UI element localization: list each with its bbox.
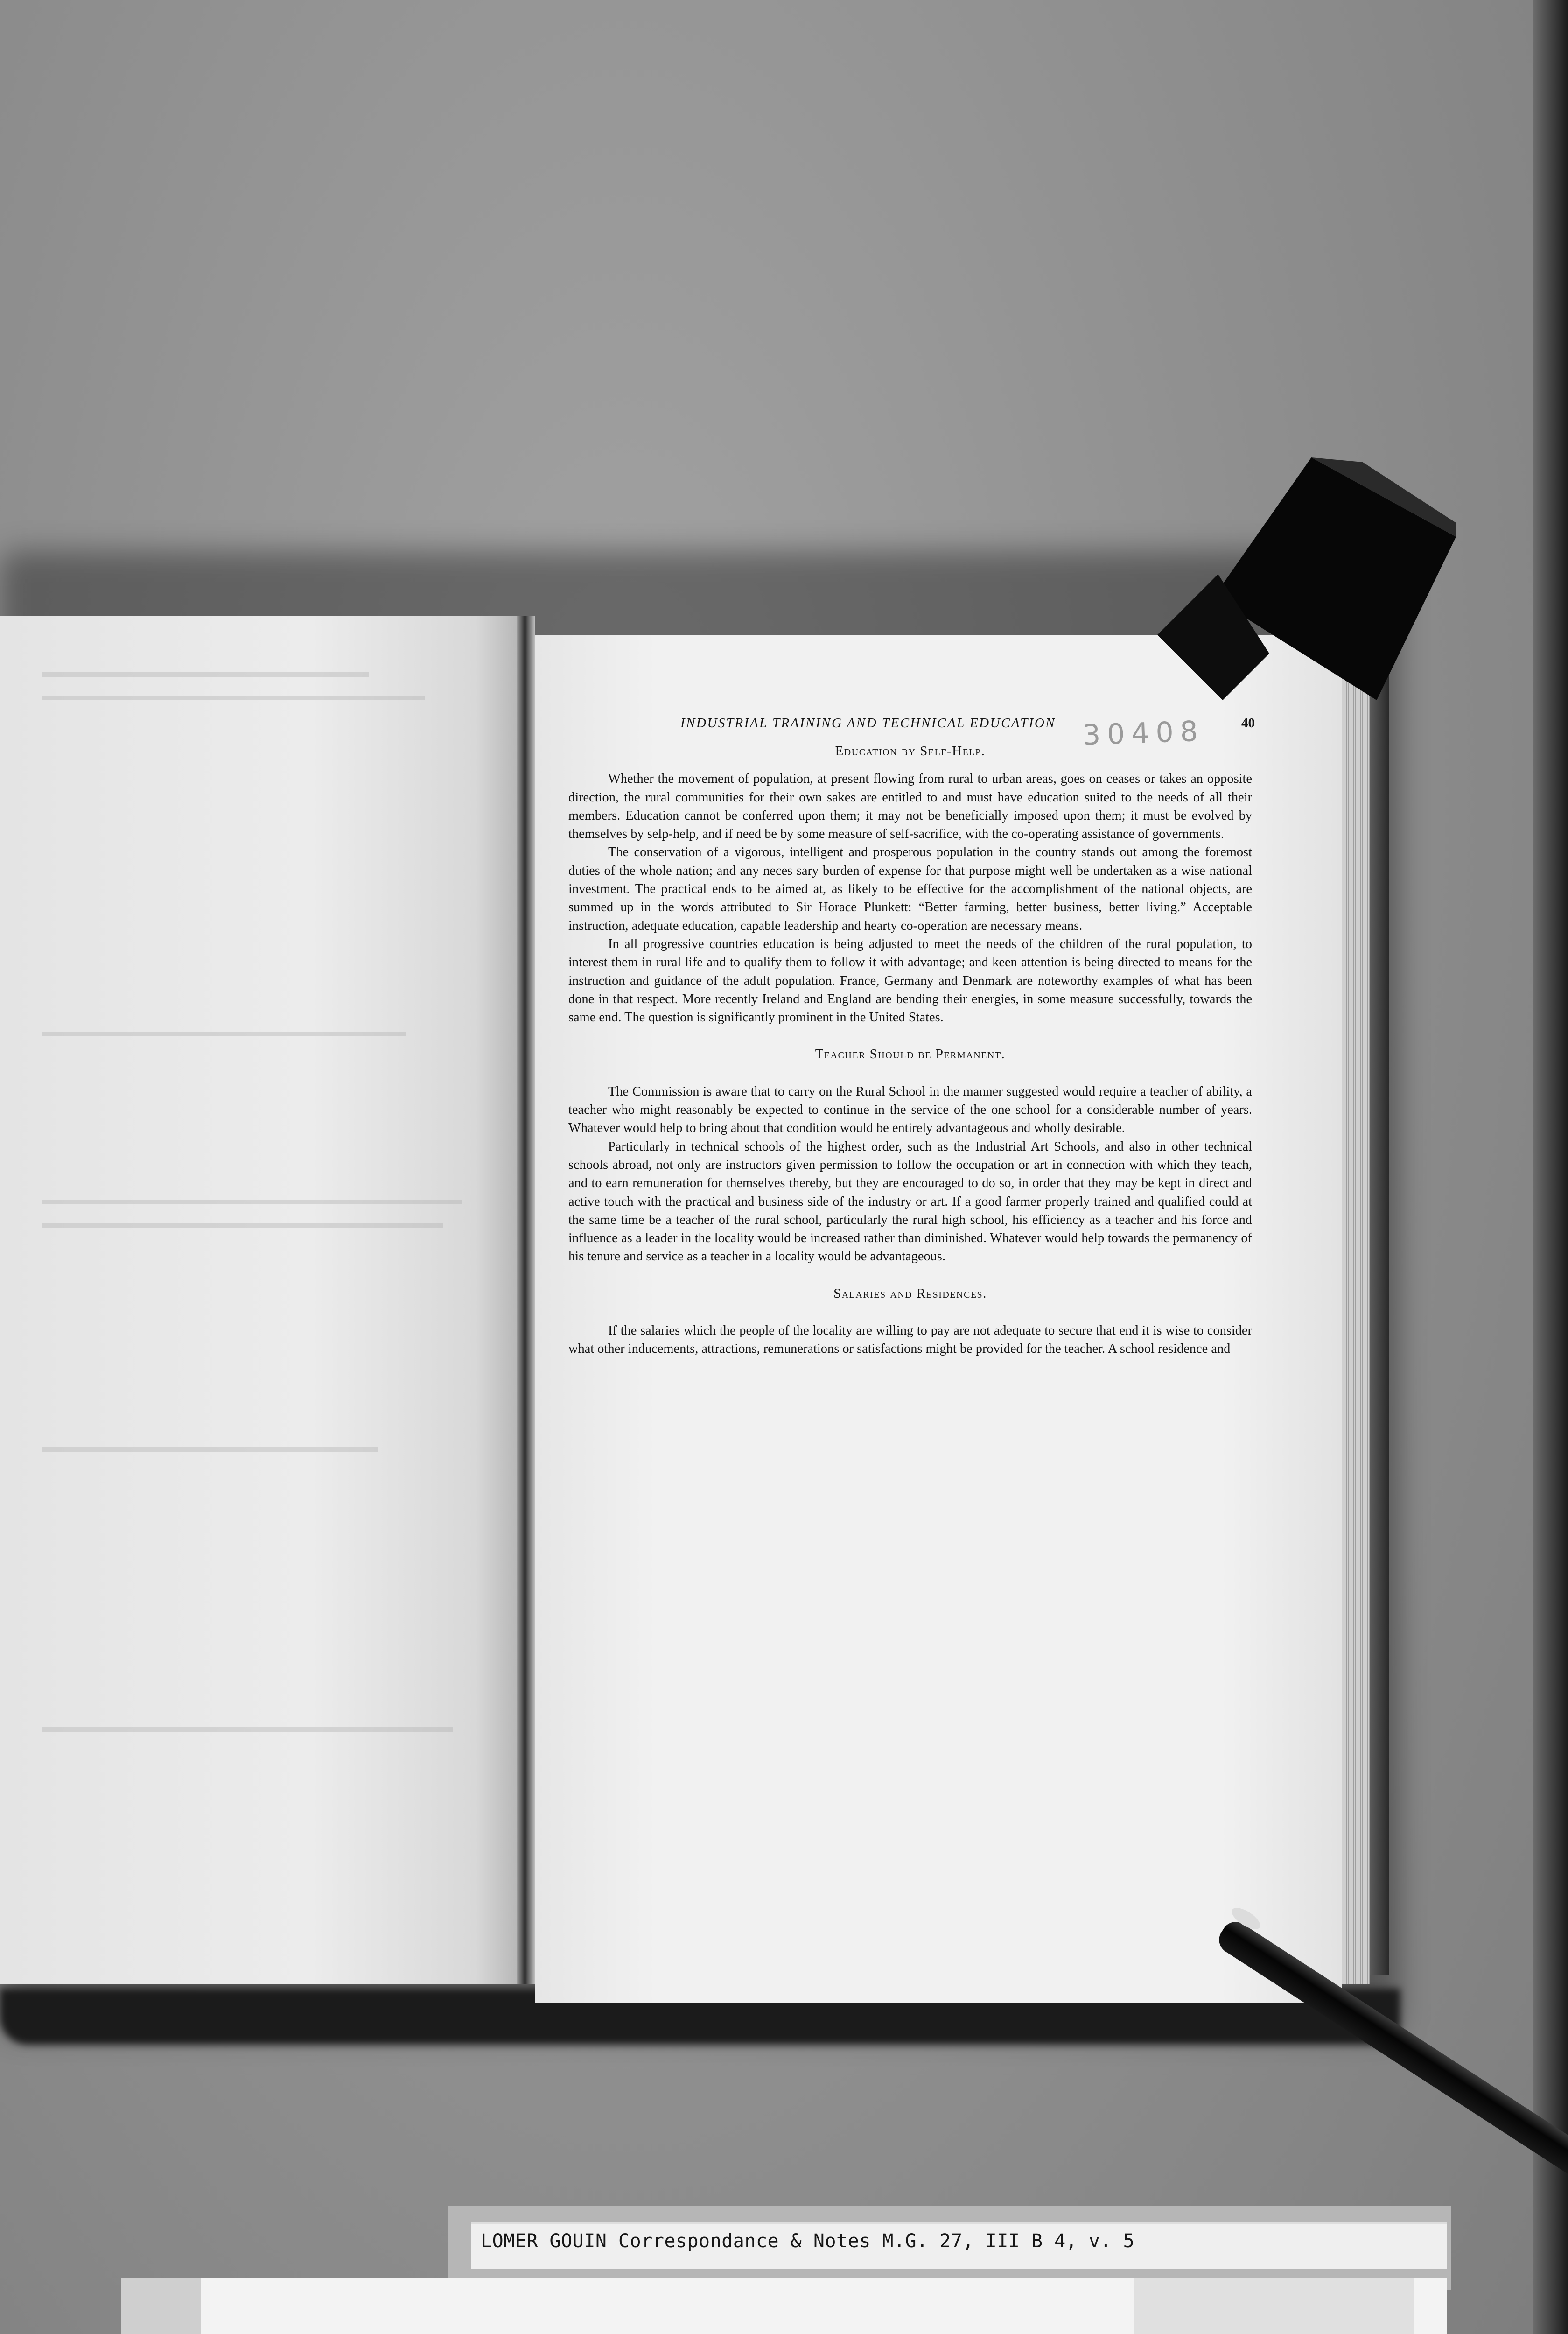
board-edge	[1533, 0, 1568, 2334]
paragraph: Whether the movement of population, at present flowing from rural to urban areas, goes on ceases or takes an opposite direction, the rural communities for their own sakes are entitled to and must have education suited to the needs of all their members. Education cannot be conferred upon them; it may not be beneficially imposed upon them; it must be evolved by themselves by selp-help, and if need be by some measure of self-sacrifice, with the co-operating assistance of governments.	[568, 772, 1252, 842]
show-through-line	[42, 696, 425, 700]
archive-card	[201, 2278, 1447, 2334]
tape	[1134, 2278, 1414, 2334]
show-through-line	[42, 1200, 462, 1204]
book-cover-edge	[1370, 668, 1389, 1975]
book-gutter	[517, 616, 535, 1984]
section-heading: Salaries and Residences.	[833, 1286, 987, 1301]
show-through-line	[42, 672, 369, 677]
show-through-line	[42, 1447, 378, 1452]
show-through-line	[42, 1032, 406, 1036]
paragraph: If the salaries which the people of the locality are willing to pay are not adequate to secure that end it is wise to consider what other inducements, attractions, remunerations or satisfactions might be provided for the teacher. A school residence and	[568, 1323, 1252, 1357]
left-page-blank	[0, 616, 517, 1984]
paragraph: Particularly in technical schools of the highest order, such as the Industrial Art Schools, and also in other technical schools abroad, not only are instructors given permission to follow the occupation or art in connection with which they teach, and to earn remuneration for themselves thereby, but they are encouraged to do so, in order that they may be kept in direct and active touch with the practical and business side of the industry or art. If a good farmer properly trained and qualified could at the same time be a teacher of the rural school, particularly the rural high school, his efficiency as a teacher and his force and influence as a leader in the locality would be increased rather than diminished. Whatever would help towards the permanency of his tenure and service as a teacher in a locality would be advantageous.	[568, 1139, 1252, 1264]
binder-clip	[1157, 457, 1456, 700]
show-through-line	[42, 1223, 443, 1228]
paragraph: The conservation of a vigorous, intelligent and prosperous population in the country stands out among the foremost duties of the whole nation; and any neces sary burden of expense for that purpose might well be undertaken as a wise national investment. The practical ends to be aimed at, as likely to be effective for the accomplishment of the national objects, are summed up in the words attributed to Sir Horace Plunkett: “Better farming, better business, better living.” Acceptable instruction, adequate education, capable leadership and hearty co-operation are necessary means.	[568, 845, 1252, 933]
section-heading: Education by Self-Help.	[835, 744, 986, 759]
archive-stamp-number: 30408	[1082, 715, 1205, 752]
running-head-title: INDUSTRIAL TRAINING AND TECHNICAL EDUCATION	[680, 716, 1056, 731]
reference-text: LOMER GOUIN Correspondance & Notes M.G. 27, III B 4, v. 5	[481, 2230, 1135, 2252]
page-text	[568, 714, 1255, 1358]
tape	[121, 2278, 201, 2334]
show-through-line	[42, 1727, 453, 1732]
section-heading: Teacher Should be Permanent.	[815, 1047, 1006, 1062]
paragraph: The Commission is aware that to carry on the Rural School in the manner suggested would require a teacher of ability, a teacher who might reasonably be expected to continue in the service of the one school for a considerable number of years. Whatever would help to bring about that condition would be entirely advantageous and wholly desirable.	[568, 1084, 1252, 1136]
page-stack-edge	[1342, 654, 1370, 1984]
paragraph: In all progressive countries education is being adjusted to meet the needs of the children of the rural population, to interest them in rural life and to qualify them to follow it with advantage; and keen attention is being directed to means for the instruction and guidance of the adult population. France, Germany and Denmark are noteworthy examples of what has been done in that respect. More recently Ireland and England are bending their energies, in some measure successfully, towards the same end. The question is significantly prominent in the United States.	[568, 936, 1252, 1025]
page-number: 40	[1241, 716, 1255, 731]
running-head	[568, 714, 1255, 742]
